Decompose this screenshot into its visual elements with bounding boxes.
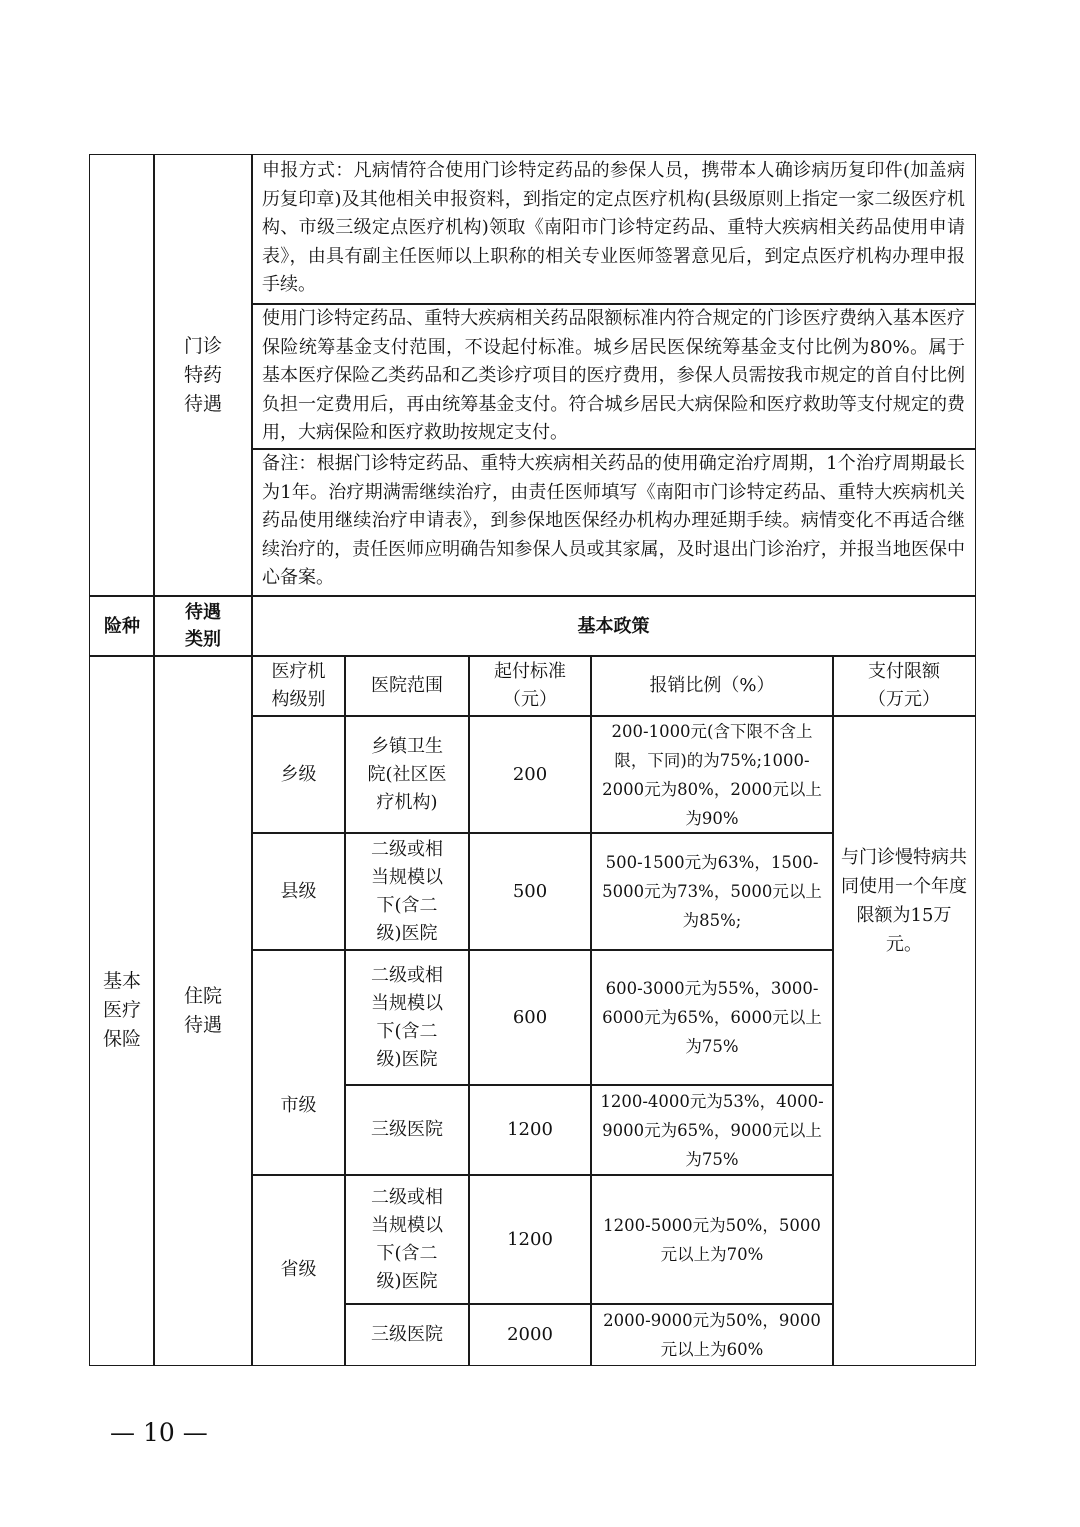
table-row-scope: 乡镇卫生院(社区医疗机构) (344, 715, 470, 834)
table-row-scope: 二级或相当规模以下(含二级)医院 (344, 832, 470, 951)
policy-table (89, 154, 976, 1366)
page-number: — 10 — (110, 1418, 208, 1447)
table-row-deductible: 1200 (468, 1084, 592, 1176)
header-basic-policy: 基本政策 (251, 595, 976, 657)
table-row-deductible: 2000 (468, 1303, 592, 1366)
header-insurance-type: 险种 (89, 595, 155, 657)
table-row-ratio: 200-1000元(含下限不含上限，下同)的为75%;1000-2000元为80%，2000元以上为90% (590, 715, 834, 834)
table-row-ratio: 500-1500元为63%，1500-5000元为73%，5000元以上为85%; (590, 832, 834, 951)
insurance-basic-medical-cell (89, 655, 155, 1366)
table-row-scope: 二级或相当规模以下(含二级)医院 (344, 1174, 470, 1305)
table-row-deductible: 500 (468, 832, 592, 951)
inpatient-category-label: 住院待遇 (183, 984, 222, 1036)
benefit-category-label: 门诊特药待遇 (183, 335, 222, 415)
level-province: 省级 (251, 1174, 346, 1366)
level-city: 市级 (251, 949, 346, 1176)
insurance-type-cell-blank (89, 154, 155, 597)
col-header-level: 医疗机构级别 (251, 655, 346, 717)
payment-limit-cell (832, 715, 976, 1366)
table-row-ratio: 2000-9000元为50%，9000元以上为60% (590, 1303, 834, 1366)
col-header-deductible: 起付标准（元） (468, 655, 592, 717)
level-county: 县级 (251, 832, 346, 951)
table-row-scope: 三级医院 (344, 1084, 470, 1176)
col-header-scope: 医院范围 (344, 655, 470, 717)
table-row-ratio: 1200-5000元为50%，5000元以上为70% (590, 1174, 834, 1305)
table-row-deductible: 200 (468, 715, 592, 834)
payment-limit-text: 与门诊慢特病共同使用一个年度限额为15万元。 (841, 846, 967, 955)
policy-paragraph-remarks: 备注：根据门诊特定药品、重特大疾病相关药品的使用确定治疗周期，1个治疗周期最长为1年。治疗期满需继续治疗，由责任医师填写《南阳市门诊特定药品、重特大疾病机关药品使用继续治疗申请表》，到参保地医保经办机构办理延期手续。病情变化不再适合继续治疗的，责任医师应明确告知参保人员或其家属，及时退出门诊治疗，并报当地医保中心备案。 (251, 448, 976, 597)
col-header-limit: 支付限额（万元） (832, 655, 976, 717)
inpatient-category-cell (153, 655, 253, 1366)
table-row-scope: 二级或相当规模以下(含二级)医院 (344, 949, 470, 1086)
table-row-ratio: 600-3000元为55%，3000-6000元为65%，6000元以上为75% (590, 949, 834, 1086)
header-benefit-category: 待遇类别 (153, 595, 253, 657)
insurance-basic-medical-label: 基本医疗保险 (102, 970, 141, 1050)
policy-paragraph-reimbursement: 使用门诊特定药品、重特大疾病相关药品限额标准内符合规定的门诊医疗费纳入基本医疗保险统筹基金支付范围，不设起付标准。城乡居民医保统筹基金支付比例为80%。属于基本医疗保险乙类药品和乙类诊疗项目的医疗费用，参保人员需按我市规定的首自付比例负担一定费用后，再由统筹基金支付。符合城乡居民大病保险和医疗救助等支付规定的费用，大病保险和医疗救助按规定支付。 (251, 303, 976, 450)
table-row-ratio: 1200-4000元为53%，4000-9000元为65%，9000元以上为75% (590, 1084, 834, 1176)
table-row-scope: 三级医院 (344, 1303, 470, 1366)
policy-paragraph-application: 申报方式：凡病情符合使用门诊特定药品的参保人员，携带本人确诊病历复印件(加盖病历复印章)及其他相关申报资料，到指定的定点医疗机构(县级原则上指定一家二级医疗机构、市级三级定点医疗机构)领取《南阳市门诊特定药品、重特大疾病相关药品使用申请表》，由具有副主任医师以上职称的相关专业医师签署意见后，到定点医疗机构办理申报手续。 (251, 154, 976, 305)
col-header-ratio: 报销比例（%） (590, 655, 834, 717)
level-township: 乡级 (251, 715, 346, 834)
table-row-deductible: 1200 (468, 1174, 592, 1305)
benefit-category-cell (153, 154, 253, 597)
table-row-deductible: 600 (468, 949, 592, 1086)
